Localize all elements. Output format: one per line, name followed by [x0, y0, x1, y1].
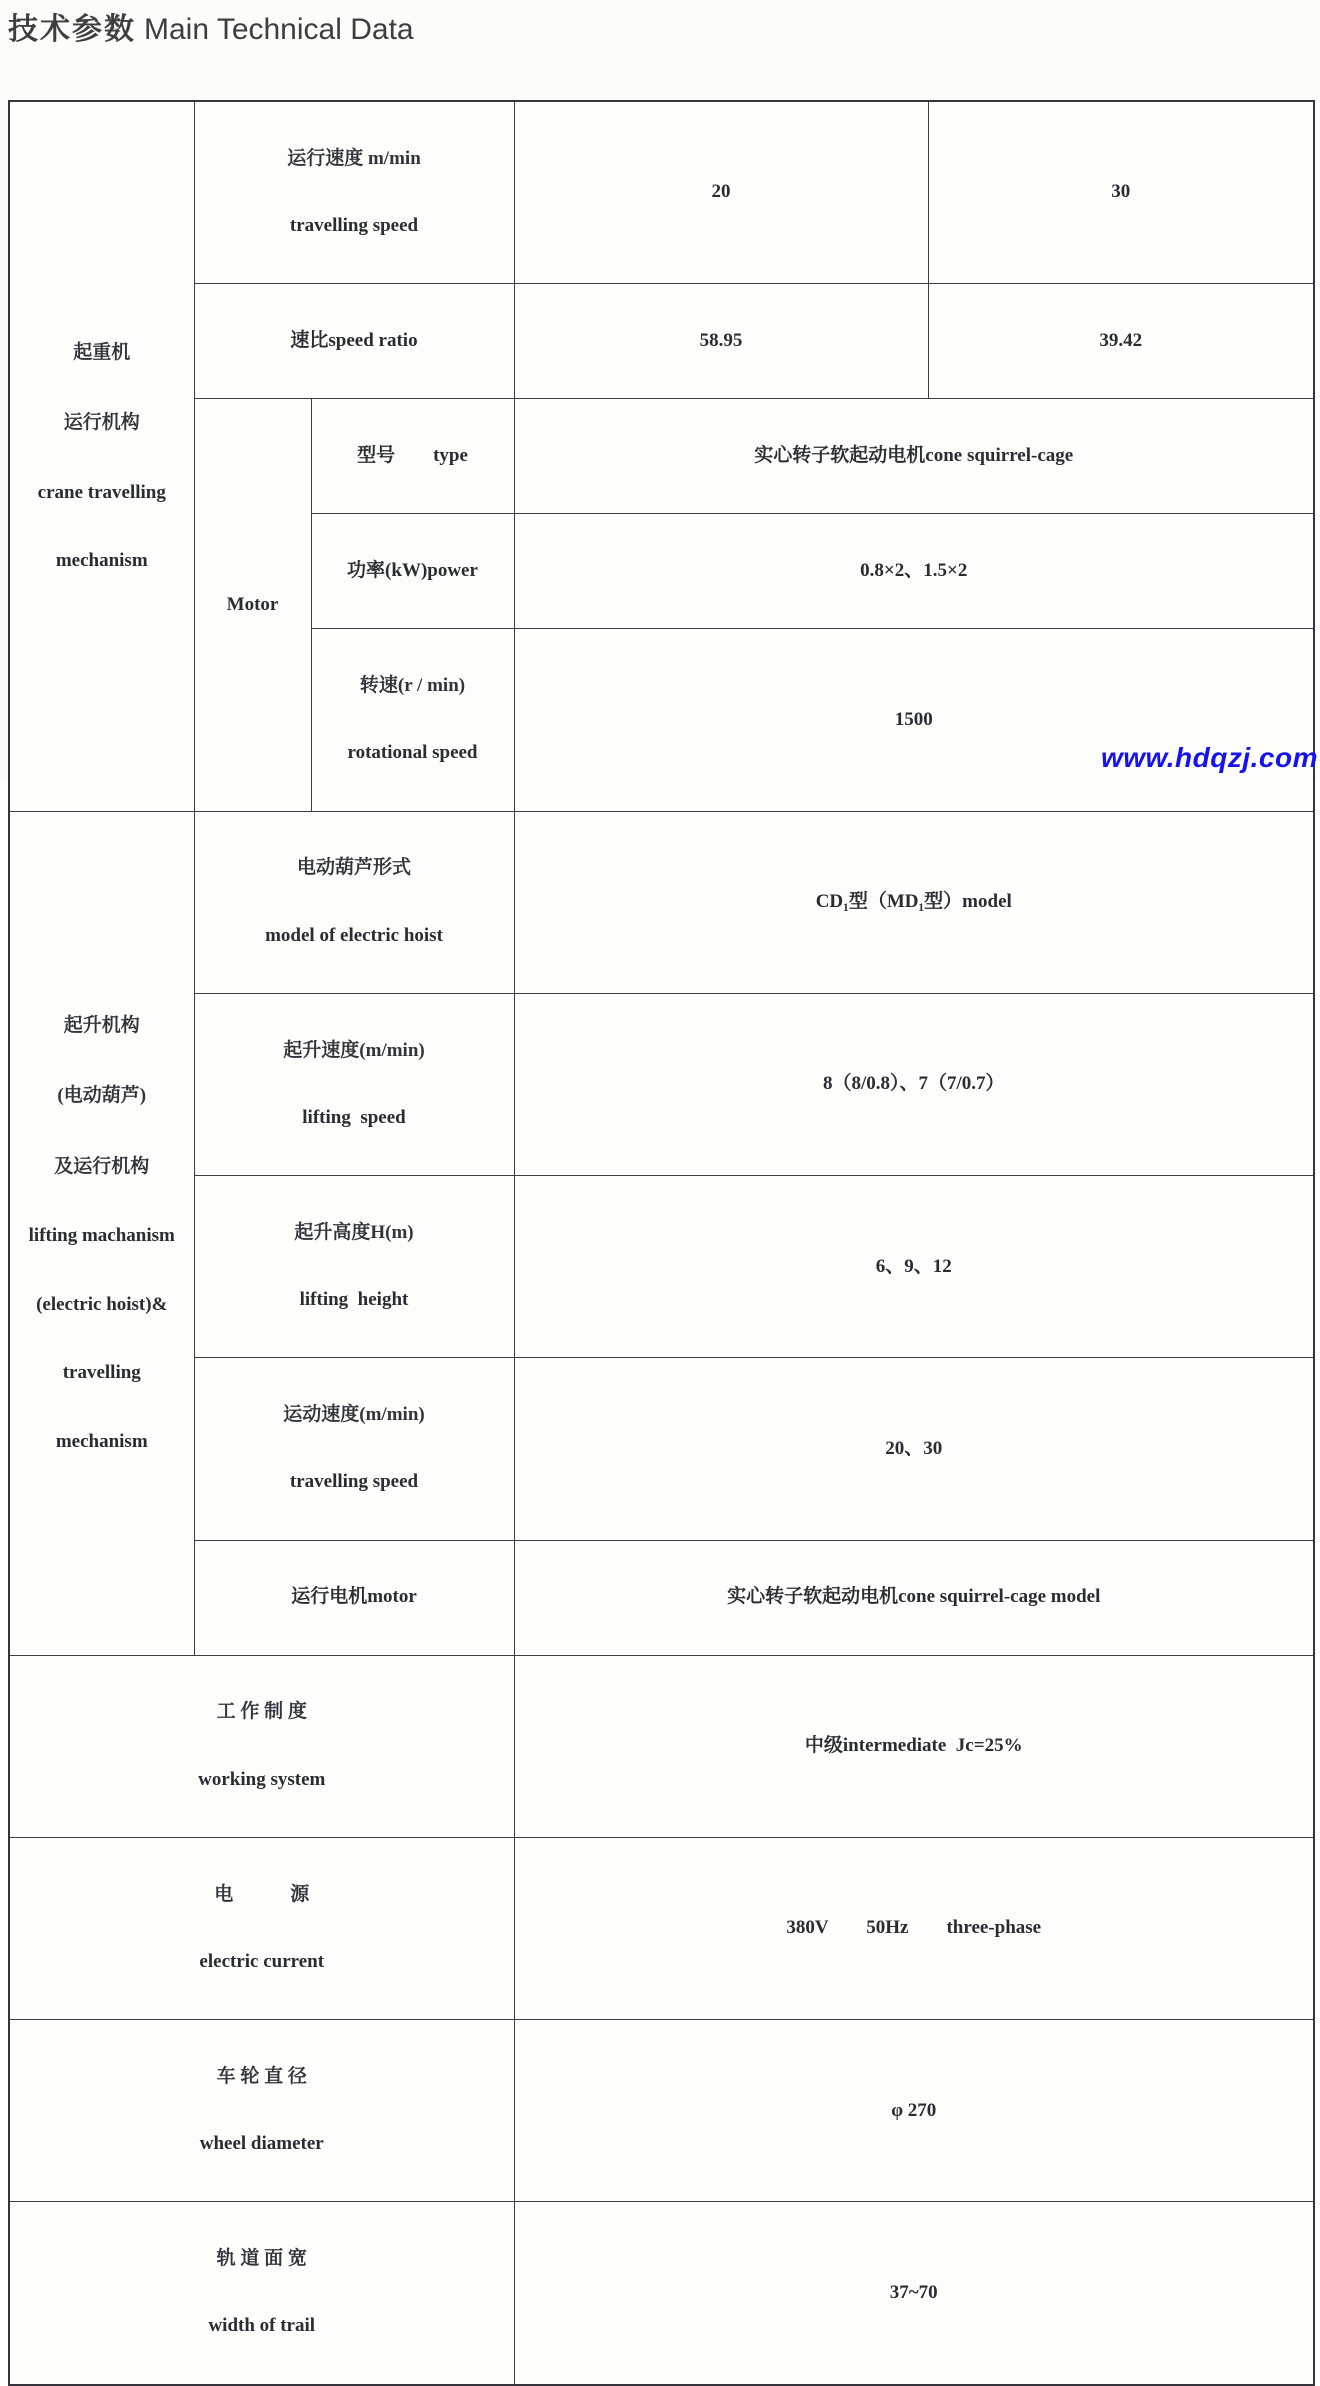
cell-hoist-model-value: CD₁型（MD₁型）model — [514, 811, 1314, 993]
row-label: 型号 type — [357, 445, 468, 467]
row-label-en: model of electric hoist — [265, 924, 443, 946]
table-row — [9, 1176, 1314, 1358]
table-row — [9, 284, 1314, 399]
row-label: 功率(kW)power — [347, 560, 478, 582]
row-label-zh: 工 作 制 度 — [216, 1701, 307, 1723]
cell-electric-current-value: 380V 50Hz three-phase — [514, 1837, 1314, 2019]
row-label-en: width of trail — [208, 2315, 316, 2337]
cell-motor-power-value: 0.8×2、1.5×2 — [514, 514, 1314, 629]
table-row — [9, 101, 1314, 284]
group-label-en: crane travelling — [37, 481, 166, 503]
row-label-zh: 电 源 — [214, 1883, 310, 1905]
row-label-zh: 运行速度 m/min — [287, 147, 421, 169]
row-label-working-system — [9, 1655, 514, 1837]
row-label-en: travelling speed — [289, 1471, 419, 1493]
group-motor: Motor — [194, 399, 311, 811]
row-label-electric-current — [9, 1837, 514, 2019]
row-label-lifting-speed — [194, 993, 514, 1175]
row-label-en: electric current — [199, 1950, 325, 1972]
row-label: 运行电机motor — [291, 1586, 417, 1608]
page-title-en: Main Technical Data — [144, 13, 414, 46]
page-title-zh: 技术参数 — [8, 13, 136, 46]
technical-data-table — [8, 100, 1315, 2386]
row-label-en: lifting speed — [302, 1106, 406, 1128]
row-label-zh: 转速(r / min) — [359, 675, 466, 697]
table-row — [9, 1655, 1314, 1837]
table-row — [9, 399, 1314, 514]
cell-working-system-value: 中级intermediate Jc=25% — [514, 1655, 1314, 1837]
cell-wheel-diameter-value: φ 270 — [514, 2020, 1314, 2202]
row-label-speed-ratio — [194, 284, 514, 399]
row-label-en: lifting height — [299, 1289, 409, 1311]
group-label-en: mechanism — [55, 1430, 148, 1452]
page-title — [8, 4, 414, 48]
row-label-width-of-trail — [9, 2202, 514, 2385]
row-label-travelling-speed — [194, 101, 514, 284]
row-label-hoist-model — [194, 811, 514, 993]
cell-lifting-speed-value: 8（8/0.8）、7（7/0.7） — [514, 993, 1314, 1175]
cell-travel-motor-value: 实心转子软起动电机cone squirrel-cage model — [514, 1540, 1314, 1655]
group-lifting-mechanism — [9, 811, 194, 1655]
table-row — [9, 2020, 1314, 2202]
table-row — [9, 1358, 1314, 1540]
cell-speed-ratio-value-1: 58.95 — [514, 284, 928, 399]
row-label-lifting-height — [194, 1176, 514, 1358]
row-label-rotational-speed — [311, 629, 514, 811]
group-label-en: lifting machanism — [28, 1225, 175, 1247]
cell-travelling-speed-2-value: 20、30 — [514, 1358, 1314, 1540]
row-label-en: working system — [198, 1768, 326, 1790]
cell-width-of-trail-value: 37~70 — [514, 2202, 1314, 2385]
row-label-en: rotational speed — [347, 742, 478, 764]
group-crane-travelling-mechanism — [9, 101, 194, 811]
cell-travelling-speed-value-2: 30 — [928, 101, 1314, 284]
cell-travelling-speed-value-1: 20 — [514, 101, 928, 284]
cell-lifting-height-value: 6、9、12 — [514, 1176, 1314, 1358]
row-label-travelling-speed-2 — [194, 1358, 514, 1540]
cell-rotational-speed-value: 1500 — [514, 629, 1314, 811]
group-label-en: (electric hoist)& — [36, 1293, 168, 1315]
group-label-zh: 起升机构 — [63, 1014, 140, 1036]
group-label-zh: 运行机构 — [63, 412, 140, 434]
row-label-zh: 运动速度(m/min) — [283, 1404, 425, 1426]
row-label-zh: 起升高度H(m) — [294, 1221, 414, 1243]
row-label-zh: 电动葫芦形式 — [296, 857, 411, 879]
row-label-en: travelling speed — [289, 215, 419, 237]
row-label-zh: 起升速度(m/min) — [283, 1039, 425, 1061]
table-row — [9, 993, 1314, 1175]
row-label-motor-power — [311, 514, 514, 629]
table-row — [9, 811, 1314, 993]
row-label-zh: 车 轮 直 径 — [216, 2065, 307, 2087]
table-row — [9, 1837, 1314, 2019]
website-url-link[interactable]: www.hdqzj.com — [1100, 742, 1318, 773]
group-label-zh: 起重机 — [73, 341, 131, 363]
table-row — [9, 2202, 1314, 2385]
cell-speed-ratio-value-2: 39.42 — [928, 284, 1314, 399]
row-label-zh: 轨 道 面 宽 — [216, 2248, 307, 2270]
cell-motor-type-value: 实心转子软起动电机cone squirrel-cage — [514, 399, 1314, 514]
row-label: 速比speed ratio — [290, 330, 418, 352]
table-row — [9, 1540, 1314, 1655]
row-label-en: wheel diameter — [199, 2133, 324, 2155]
group-label-zh: (电动葫芦) — [57, 1085, 147, 1107]
row-label-travel-motor — [194, 1540, 514, 1655]
row-label-motor-type — [311, 399, 514, 514]
group-label-en: mechanism — [55, 550, 148, 572]
group-label-en: travelling — [62, 1362, 141, 1384]
row-label-wheel-diameter — [9, 2020, 514, 2202]
group-label-zh: 及运行机构 — [54, 1155, 150, 1177]
